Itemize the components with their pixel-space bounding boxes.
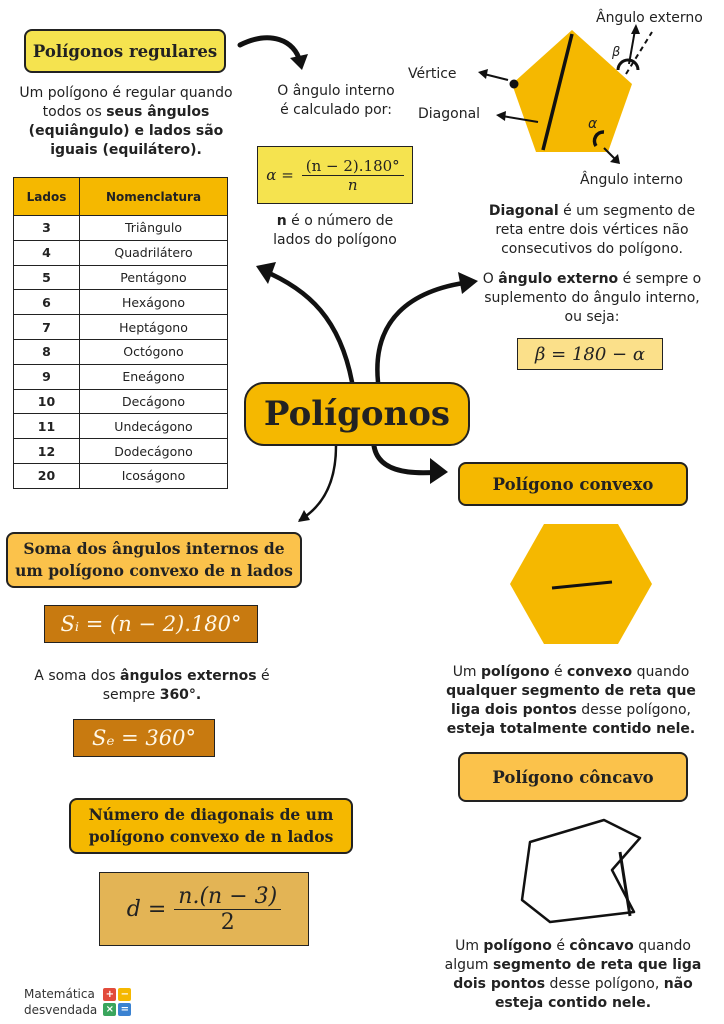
table-cell-sides: 10 — [14, 389, 80, 414]
center-title-text: Polígonos — [263, 394, 451, 434]
table-header-sides: Lados — [14, 178, 80, 216]
convex-title: Polígono convexo — [458, 462, 688, 506]
table-row — [14, 216, 228, 241]
table-cell-name: Dodecágono — [80, 439, 228, 464]
concave-title: Polígono côncavo — [458, 752, 688, 802]
table-row — [14, 240, 228, 265]
beta-symbol: β — [612, 45, 621, 60]
diagonals-title: Número de diagonais de um polígono convexo de n lados — [69, 798, 353, 854]
convex-hexagon-diagram — [508, 520, 654, 648]
external-angle-arc — [618, 60, 638, 70]
arrow-center-to-definitions — [377, 282, 470, 382]
polygon-names-table — [13, 177, 228, 489]
internal-angle-formula: α = $\frac{(n - 2).180^\circ}{n}$ — [257, 146, 413, 204]
calculator-icon: + − × = — [103, 988, 131, 1016]
table-cell-sides: 11 — [14, 414, 80, 439]
internal-angle-text: O ângulo interno é calculado por: — [277, 83, 395, 118]
table-cell-name: Quadrilátero — [80, 240, 228, 265]
table-cell-name: Hexágono — [80, 290, 228, 315]
label-external-angle: Ângulo externo — [596, 10, 703, 26]
table-cell-name: Decágono — [80, 389, 228, 414]
external-angle-formula: β = 180 − α — [517, 338, 663, 370]
table-row — [14, 439, 228, 464]
table-header-name: Nomenclatura — [80, 178, 228, 216]
concave-segment — [620, 852, 630, 916]
convex-description: Um polígono é convexo quando qualquer segmento de reta que liga dois pontos desse polígono, esteja totalmente contido nele. — [446, 664, 696, 737]
table-cell-name: Pentágono — [80, 265, 228, 290]
table-cell-sides: 20 — [14, 463, 80, 488]
regular-polygons-title — [24, 29, 226, 73]
table-row — [14, 315, 228, 340]
table-row — [14, 364, 228, 389]
table-cell-name: Octógono — [80, 339, 228, 364]
table-cell-sides: 3 — [14, 216, 80, 241]
sum-external-formula: Sₑ = 360° — [73, 719, 215, 757]
table-cell-sides: 4 — [14, 240, 80, 265]
table-cell-sides: 6 — [14, 290, 80, 315]
table-cell-name: Heptágono — [80, 315, 228, 340]
table-cell-sides: 12 — [14, 439, 80, 464]
sum-external-text: A soma dos ângulos externos é sempre 360°. — [34, 668, 270, 703]
table-cell-sides: 7 — [14, 315, 80, 340]
concave-polygon-diagram — [516, 812, 646, 932]
sum-internal-title: Soma dos ângulos internos de um polígono convexo de n lados — [6, 532, 302, 588]
external-angle-definition: O ângulo externo é sempre o suplemento do ângulo interno, ou seja: — [482, 271, 702, 325]
table-row — [14, 463, 228, 488]
center-title — [244, 382, 470, 446]
arrow-center-to-table — [262, 270, 352, 382]
diagonal-definition: Diagonal é um segmento de reta entre dois vértices não consecutivos do polígono. — [488, 203, 696, 257]
table-row — [14, 290, 228, 315]
n-definition: n é o número de lados do polígono — [273, 213, 397, 248]
label-vertex: Vértice — [408, 66, 457, 82]
regular-polygons-title-text: Polígonos regulares — [32, 41, 218, 61]
table-cell-sides: 8 — [14, 339, 80, 364]
table-row — [14, 265, 228, 290]
arrow-center-to-sum — [300, 446, 336, 520]
table-cell-name: Icoságono — [80, 463, 228, 488]
table-cell-name: Eneágono — [80, 364, 228, 389]
table-cell-sides: 5 — [14, 265, 80, 290]
label-internal-angle: Ângulo interno — [580, 172, 683, 188]
pentagon-diagram — [400, 4, 716, 194]
table-cell-name: Undecágono — [80, 414, 228, 439]
label-diagonal: Diagonal — [418, 106, 481, 122]
diagonals-formula: d = $\frac{n.(n - 3)}{2}$ — [99, 872, 309, 946]
concave-description: Um polígono é côncavo quando algum segmento de reta que liga dois pontos desse polígono, não esteja contido nele. — [444, 938, 702, 1011]
brand-line2: desvendada — [24, 1003, 98, 1017]
table-cell-sides: 9 — [14, 364, 80, 389]
regular-polygons-description: Um polígono é regular quando todos os seus ângulos (equiângulo) e lados são iguais (equilátero). — [19, 85, 233, 158]
table-row — [14, 389, 228, 414]
brand-logo — [24, 986, 131, 1018]
brand-line1: Matemática — [24, 987, 95, 1001]
table-cell-name: Triângulo — [80, 216, 228, 241]
table-row — [14, 414, 228, 439]
sum-internal-formula: Sᵢ = (n − 2).180° — [44, 605, 258, 643]
alpha-symbol: α — [588, 116, 598, 132]
table-row — [14, 339, 228, 364]
vertex-dot — [510, 80, 519, 89]
